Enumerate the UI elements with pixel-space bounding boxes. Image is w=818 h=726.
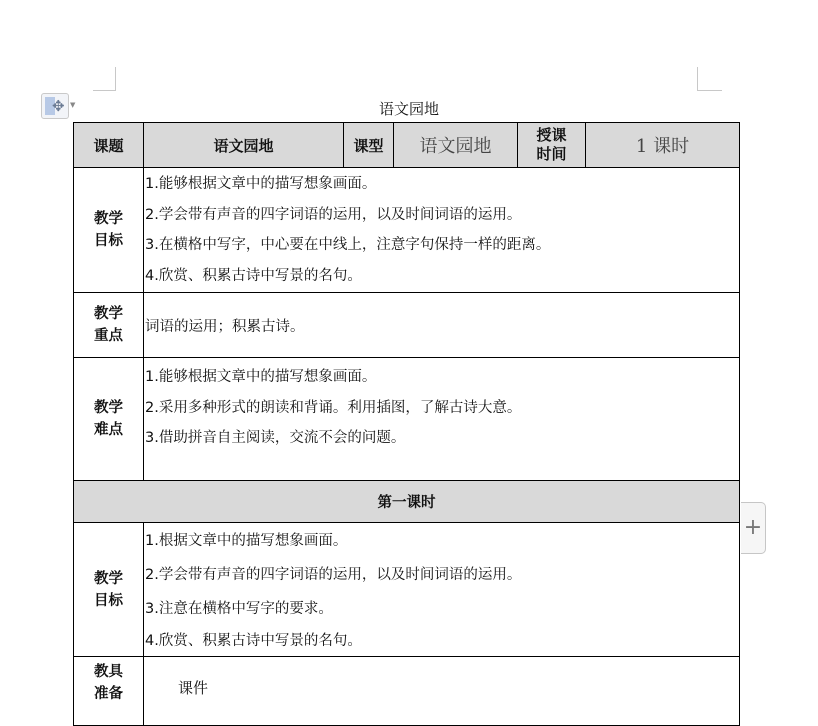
lesson1-section-row [74,481,740,523]
time-value[interactable]: 1 课时 [586,123,740,168]
lesson1-objective-item: 4.欣赏、积累古诗中写景的名句。 [145,632,362,649]
page-margin-corner-top-left [93,67,116,91]
objectives-content[interactable] [144,168,740,293]
difficulty-item: 2.采用多种形式的朗读和背诵。利用插图，了解古诗大意。 [145,399,522,416]
header-row [74,123,740,168]
move-arrows-icon: ✥ [52,97,65,115]
time-label-line-2: 时间 [536,145,567,163]
lesson1-objective-item: 3.注意在横格中写字的要求。 [145,600,333,617]
type-value[interactable]: 语文园地 [394,123,518,168]
document-title: 语文园地 [378,100,439,118]
lesson1-objectives-label-line-2: 目标 [94,592,123,609]
topic-label: 课题 [74,123,144,168]
difficulties-label-line-1: 教学 [94,400,123,416]
key-points-content[interactable]: 词语的运用；积累古诗。 [144,293,740,358]
type-label: 课型 [344,123,394,168]
difficulty-item: 3.借助拼音自主阅读，交流不会的问题。 [145,430,406,446]
difficulties-row [74,358,740,481]
lesson1-materials-label-line-2: 准备 [94,686,123,702]
key-points-label-line-1: 教学 [94,306,123,322]
plus-icon: + [743,515,763,540]
lesson1-objectives-label [74,523,144,657]
key-points-label-line-2: 重点 [94,328,123,344]
lesson1-materials-label-line-1: 教具 [94,664,123,680]
lesson1-materials-content[interactable]: 课件 [144,657,740,726]
objective-item: 3.在横格中写字，中心要在中线上，注意字句保持一样的距离。 [145,237,551,253]
objectives-row [74,168,740,293]
difficulties-label-line-2: 难点 [94,422,123,438]
difficulties-label [74,358,144,481]
lesson-plan-table [73,122,740,726]
objective-item: 1.能够根据文章中的描写想象画面。 [145,176,377,192]
time-label-line-1: 授课 [536,126,567,144]
objective-item: 4.欣赏、积累古诗中写景的名句。 [145,267,362,284]
lesson1-objective-item: 1.根据文章中的描写想象画面。 [145,532,348,549]
topic-value[interactable]: 语文园地 [144,123,344,168]
time-label [518,123,586,168]
objectives-label-line-2: 目标 [94,233,123,249]
page-margin-corner-top-right [697,67,722,91]
key-points-label [74,293,144,358]
key-points-row [74,293,740,358]
dropdown-caret-icon[interactable]: ▼ [70,101,76,109]
difficulties-content[interactable] [144,358,740,481]
difficulty-item: 1.能够根据文章中的描写想象画面。 [145,369,377,385]
lesson1-materials-label [74,657,144,726]
lesson1-objective-item: 2.学会带有声音的四字词语的运用，以及时间词语的运用。 [145,566,522,583]
objectives-label [74,168,144,293]
lesson1-objectives-row [74,523,740,657]
lesson1-objectives-label-line-1: 教学 [94,570,123,587]
lesson1-objectives-content[interactable] [144,523,740,657]
objective-item: 2.学会带有声音的四字词语的运用，以及时间词语的运用。 [145,206,522,223]
lesson1-materials-row [74,657,740,726]
add-row-button[interactable] [741,502,766,554]
lesson1-section-title[interactable]: 第一课时 [74,481,740,523]
objectives-label-line-1: 教学 [94,211,123,227]
